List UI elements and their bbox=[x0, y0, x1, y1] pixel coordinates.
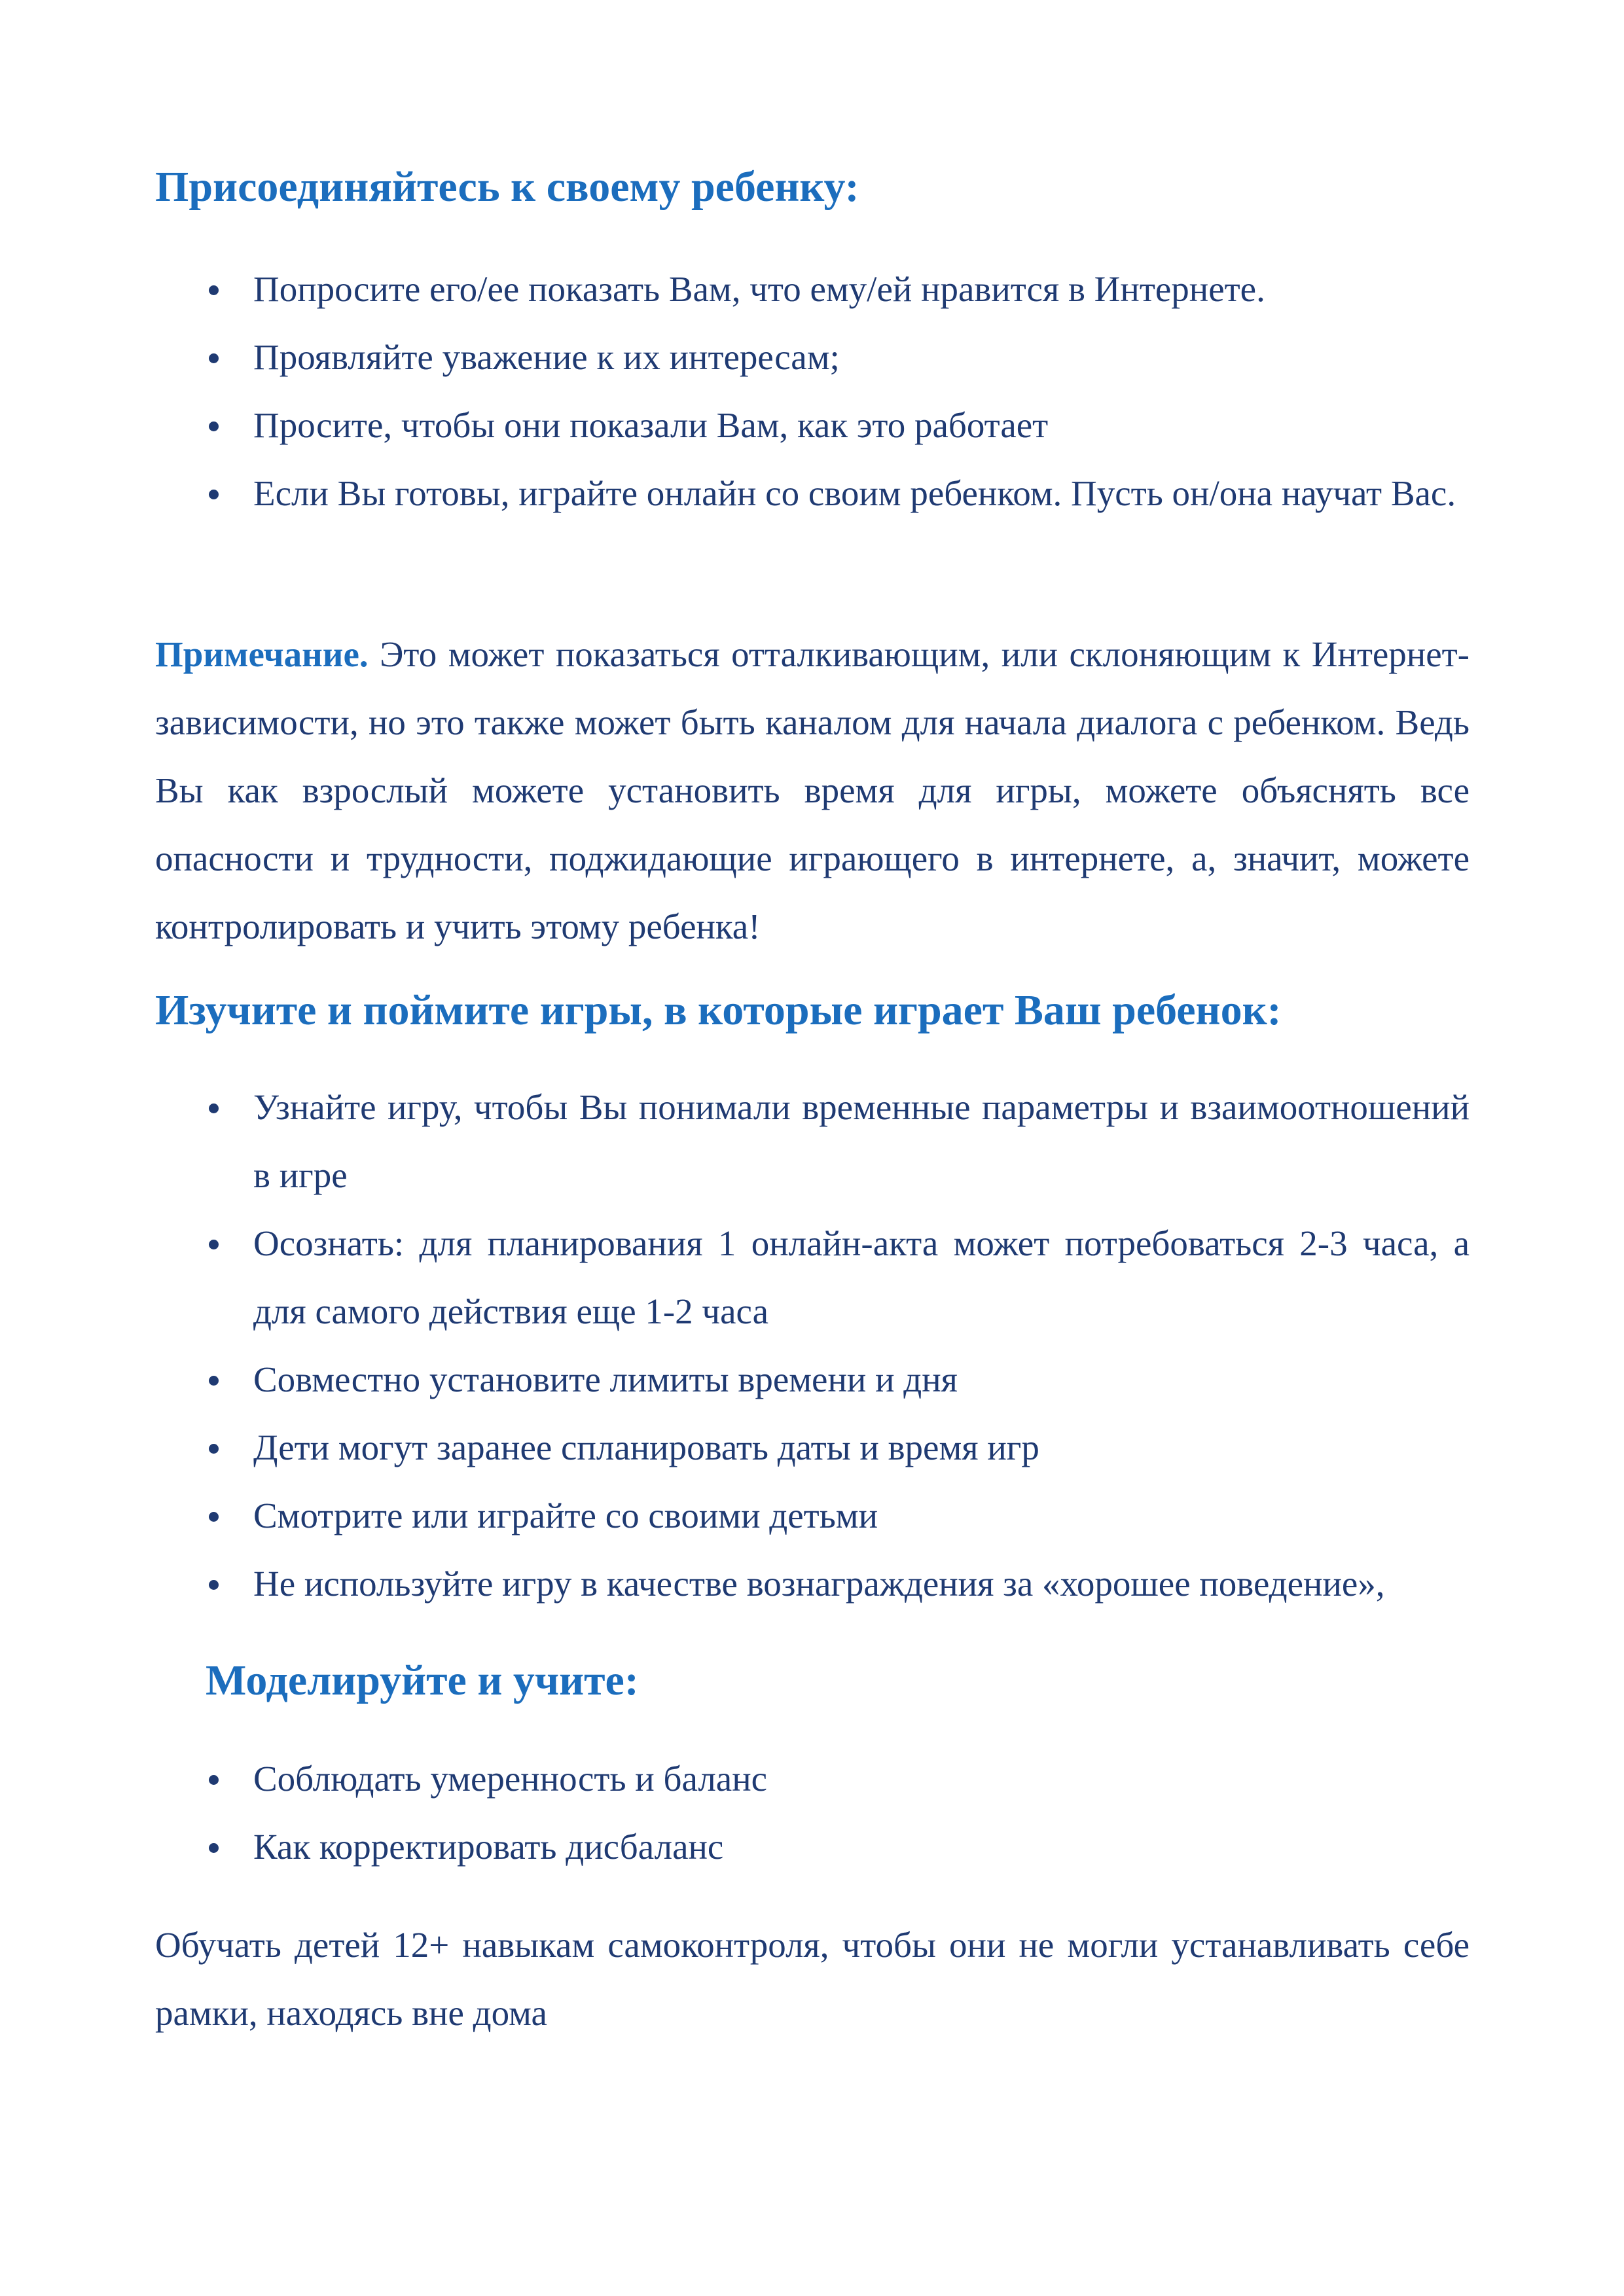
bullet-icon bbox=[209, 1512, 219, 1522]
list-item: Просите, чтобы они показали Вам, как это работает bbox=[155, 391, 1470, 459]
bullet-icon bbox=[209, 1444, 219, 1454]
list-item: Как корректировать дисбаланс bbox=[155, 1813, 1470, 1881]
list-item: Если Вы готовы, играйте онлайн со своим ребенком. Пусть он/она научат Вас. bbox=[155, 459, 1470, 528]
bullet-icon bbox=[209, 1376, 219, 1386]
list-item: Совместно установите лимиты времени и дня bbox=[155, 1346, 1470, 1414]
bullet-icon bbox=[209, 422, 219, 431]
bullet-icon bbox=[209, 490, 219, 499]
list-item: Дети могут заранее спланировать даты и время игр bbox=[155, 1414, 1470, 1482]
bullet-icon bbox=[209, 1843, 219, 1853]
note-label: Примечание. bbox=[155, 634, 369, 674]
list-item: Осознать: для планирования 1 онлайн-акта может потребоваться 2-3 часа, а для самого действия еще 1-2 часа bbox=[155, 1210, 1470, 1346]
bullet-icon bbox=[209, 353, 219, 363]
join-child-list bbox=[155, 255, 1470, 528]
list-item: Узнайте игру, чтобы Вы понимали временные параметры и взаимоотношений в игре bbox=[155, 1073, 1470, 1210]
section-heading-learn-games: Изучите и поймите игры, в которые играет Ваш ребенок: bbox=[155, 986, 1282, 1034]
model-teach-list bbox=[155, 1745, 1470, 1881]
bullet-icon bbox=[209, 1580, 219, 1590]
list-item: Не используйте игру в качестве вознаграждения за «хорошее поведение», bbox=[155, 1550, 1470, 1618]
list-item: Соблюдать умеренность и баланс bbox=[155, 1745, 1470, 1813]
note-text: Это может показаться отталкивающим, или склоняющим к Интернет-зависимости, но это также может быть каналом для начала диалога с ребенком. Ведь Вы как взрослый можете установить время для игры, можете объяснять все опасности и трудности, поджидающие играющего в интернете, а, значит, можете контролировать и учить этому ребенка! bbox=[155, 634, 1470, 946]
list-item: Проявляйте уважение к их интересам; bbox=[155, 323, 1470, 391]
section-heading-model-teach: Моделируйте и учите: bbox=[206, 1657, 639, 1704]
bullet-icon bbox=[209, 1103, 219, 1113]
section-heading-join-child: Присоединяйтесь к своему ребенку: bbox=[155, 163, 859, 211]
bullet-icon bbox=[209, 285, 219, 295]
list-item: Смотрите или играйте со своими детьми bbox=[155, 1482, 1470, 1550]
closing-paragraph: Обучать детей 12+ навыкам самоконтроля, чтобы они не могли устанавливать себе рамки, находясь вне дома bbox=[155, 1925, 1470, 2033]
learn-games-list bbox=[155, 1073, 1470, 1618]
note-paragraph bbox=[155, 620, 1470, 961]
list-item: Попросите его/ее показать Вам, что ему/ей нравится в Интернете. bbox=[155, 255, 1470, 323]
bullet-icon bbox=[209, 1775, 219, 1785]
bullet-icon bbox=[209, 1240, 219, 1249]
